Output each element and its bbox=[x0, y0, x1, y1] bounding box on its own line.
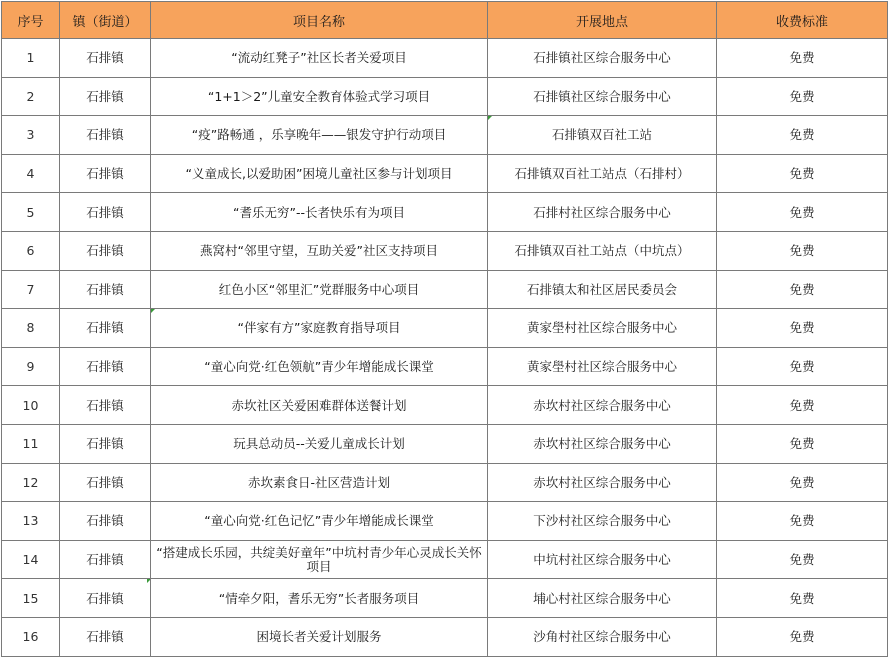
table-row bbox=[2, 579, 888, 618]
cell-fee[interactable]: 免费 bbox=[717, 347, 888, 386]
cell-location[interactable]: 石排村社区综合服务中心 bbox=[488, 193, 717, 232]
cell-town[interactable]: 石排镇 bbox=[60, 77, 151, 116]
table-row bbox=[2, 347, 888, 386]
cell-location[interactable]: 赤坎村社区综合服务中心 bbox=[488, 463, 717, 502]
cell-serial-no[interactable]: 6 bbox=[2, 231, 60, 270]
table-row bbox=[2, 424, 888, 463]
cell-project-name[interactable]: 困境长者关爱计划服务 bbox=[151, 617, 488, 656]
cell-project-name[interactable]: 玩具总动员--关爱儿童成长计划 bbox=[151, 424, 488, 463]
cell-location[interactable]: 中坑村社区综合服务中心 bbox=[488, 540, 717, 579]
cell-fee[interactable]: 免费 bbox=[717, 309, 888, 348]
cell-serial-no[interactable]: 10 bbox=[2, 386, 60, 425]
cell-location[interactable]: 黄家壆村社区综合服务中心 bbox=[488, 309, 717, 348]
cell-fee[interactable]: 免费 bbox=[717, 77, 888, 116]
header-project-name[interactable]: 项目名称 bbox=[151, 2, 488, 39]
cell-fee[interactable]: 免费 bbox=[717, 386, 888, 425]
table-row bbox=[2, 39, 888, 78]
cell-location[interactable]: 下沙村社区综合服务中心 bbox=[488, 502, 717, 541]
cell-serial-no[interactable]: 15 bbox=[2, 579, 60, 618]
cell-location[interactable]: 赤坎村社区综合服务中心 bbox=[488, 424, 717, 463]
cell-location[interactable]: 石排镇社区综合服务中心 bbox=[488, 39, 717, 78]
cell-location-text: 石排镇双百社工站 bbox=[551, 127, 652, 143]
cell-fee[interactable]: 免费 bbox=[717, 424, 888, 463]
table-row bbox=[2, 463, 888, 502]
cell-town[interactable]: 石排镇 bbox=[60, 116, 151, 155]
cell-fee[interactable]: 免费 bbox=[717, 502, 888, 541]
cell-serial-no[interactable]: 14 bbox=[2, 540, 60, 579]
cell-fee[interactable]: 免费 bbox=[717, 617, 888, 656]
cell-project-name[interactable]: “1+1＞2”儿童安全教育体验式学习项目 bbox=[151, 77, 488, 116]
cell-fee[interactable]: 免费 bbox=[717, 463, 888, 502]
table-row bbox=[2, 502, 888, 541]
header-town[interactable]: 镇（街道） bbox=[60, 2, 151, 39]
cell-project-name-text: “伴家有方”家庭教育指导项目 bbox=[237, 320, 401, 336]
cell-project-name[interactable]: “流动红凳子”社区长者关爱项目 bbox=[151, 39, 488, 78]
cell-project-name[interactable]: “情牵夕阳，耆乐无穷”长者服务项目 bbox=[151, 579, 488, 618]
cell-location[interactable]: 黄家壆村社区综合服务中心 bbox=[488, 347, 717, 386]
table-row bbox=[2, 154, 888, 193]
table-row bbox=[2, 386, 888, 425]
cell-fee[interactable]: 免费 bbox=[717, 540, 888, 579]
cell-town[interactable]: 石排镇 bbox=[60, 617, 151, 656]
cell-serial-no[interactable]: 3 bbox=[2, 116, 60, 155]
cell-serial-no[interactable]: 8 bbox=[2, 309, 60, 348]
cell-town[interactable]: 石排镇 bbox=[60, 540, 151, 579]
cell-project-name[interactable]: 赤坎素食日-社区营造计划 bbox=[151, 463, 488, 502]
cell-town[interactable] bbox=[60, 579, 151, 618]
cell-project-name[interactable]: “耆乐无穷”--长者快乐有为项目 bbox=[151, 193, 488, 232]
cell-location[interactable]: 沙角村社区综合服务中心 bbox=[488, 617, 717, 656]
cell-location[interactable]: 石排镇社区综合服务中心 bbox=[488, 77, 717, 116]
cell-serial-no[interactable]: 5 bbox=[2, 193, 60, 232]
cell-location[interactable]: 石排镇太和社区居民委员会 bbox=[488, 270, 717, 309]
table-row bbox=[2, 540, 888, 579]
cell-town[interactable]: 石排镇 bbox=[60, 424, 151, 463]
table-row bbox=[2, 77, 888, 116]
cell-serial-no[interactable]: 11 bbox=[2, 424, 60, 463]
cell-serial-no[interactable]: 16 bbox=[2, 617, 60, 656]
cell-fee[interactable]: 免费 bbox=[717, 154, 888, 193]
cell-project-name[interactable]: 赤坎社区关爱困难群体送餐计划 bbox=[151, 386, 488, 425]
cell-serial-no[interactable]: 4 bbox=[2, 154, 60, 193]
cell-fee[interactable]: 免费 bbox=[717, 193, 888, 232]
table-header bbox=[2, 2, 888, 39]
cell-fee[interactable]: 免费 bbox=[717, 231, 888, 270]
cell-fee[interactable]: 免费 bbox=[717, 270, 888, 309]
cell-town[interactable]: 石排镇 bbox=[60, 39, 151, 78]
cell-town[interactable]: 石排镇 bbox=[60, 463, 151, 502]
comment-marker-icon bbox=[147, 579, 151, 583]
table-row bbox=[2, 193, 888, 232]
cell-town[interactable]: 石排镇 bbox=[60, 231, 151, 270]
cell-serial-no[interactable]: 12 bbox=[2, 463, 60, 502]
cell-fee[interactable]: 免费 bbox=[717, 39, 888, 78]
comment-marker-icon bbox=[488, 116, 492, 120]
cell-project-name[interactable]: 燕窝村“邻里守望，互助关爱”社区支持项目 bbox=[151, 231, 488, 270]
table-row bbox=[2, 116, 888, 155]
table-row bbox=[2, 617, 888, 656]
header-serial-no[interactable]: 序号 bbox=[2, 2, 60, 39]
cell-location[interactable]: 埔心村社区综合服务中心 bbox=[488, 579, 717, 618]
comment-marker-icon bbox=[151, 309, 155, 313]
cell-town[interactable]: 石排镇 bbox=[60, 154, 151, 193]
cell-serial-no[interactable]: 1 bbox=[2, 39, 60, 78]
cell-location[interactable]: 赤坎村社区综合服务中心 bbox=[488, 386, 717, 425]
project-table bbox=[1, 1, 888, 657]
cell-project-name[interactable]: “疫”路畅通 ，乐享晚年——银发守护行动项目 bbox=[151, 116, 488, 155]
header-fee[interactable]: 收费标准 bbox=[717, 2, 888, 39]
table-row bbox=[2, 231, 888, 270]
cell-serial-no[interactable]: 13 bbox=[2, 502, 60, 541]
cell-project-name[interactable]: “搭建成长乐园，共绽美好童年”中坑村青少年心灵成长关怀项目 bbox=[151, 540, 488, 579]
cell-project-name[interactable]: “童心向党·红色记忆”青少年增能成长课堂 bbox=[151, 502, 488, 541]
table-row bbox=[2, 270, 888, 309]
cell-location[interactable]: 石排镇双百社工站点（石排村） bbox=[488, 154, 717, 193]
cell-serial-no[interactable]: 7 bbox=[2, 270, 60, 309]
cell-project-name[interactable]: “童心向党·红色领航”青少年增能成长课堂 bbox=[151, 347, 488, 386]
cell-town[interactable]: 石排镇 bbox=[60, 347, 151, 386]
cell-location[interactable] bbox=[488, 116, 717, 155]
cell-serial-no[interactable]: 9 bbox=[2, 347, 60, 386]
table-row bbox=[2, 309, 888, 348]
cell-project-name[interactable]: “义童成长,以爱助困”困境儿童社区参与计划项目 bbox=[151, 154, 488, 193]
cell-town[interactable]: 石排镇 bbox=[60, 193, 151, 232]
table-body bbox=[2, 39, 888, 657]
cell-town[interactable]: 石排镇 bbox=[60, 309, 151, 348]
cell-project-name[interactable]: 红色小区“邻里汇”党群服务中心项目 bbox=[151, 270, 488, 309]
cell-serial-no[interactable]: 2 bbox=[2, 77, 60, 116]
header-location[interactable]: 开展地点 bbox=[488, 2, 717, 39]
cell-fee[interactable]: 免费 bbox=[717, 579, 888, 618]
cell-town[interactable]: 石排镇 bbox=[60, 386, 151, 425]
cell-town[interactable]: 石排镇 bbox=[60, 502, 151, 541]
cell-project-name[interactable] bbox=[151, 309, 488, 348]
header-row bbox=[2, 2, 888, 39]
cell-town[interactable]: 石排镇 bbox=[60, 270, 151, 309]
cell-fee[interactable]: 免费 bbox=[717, 116, 888, 155]
cell-location[interactable]: 石排镇双百社工站点（中坑点） bbox=[488, 231, 717, 270]
cell-town-text: 石排镇 bbox=[86, 590, 124, 606]
